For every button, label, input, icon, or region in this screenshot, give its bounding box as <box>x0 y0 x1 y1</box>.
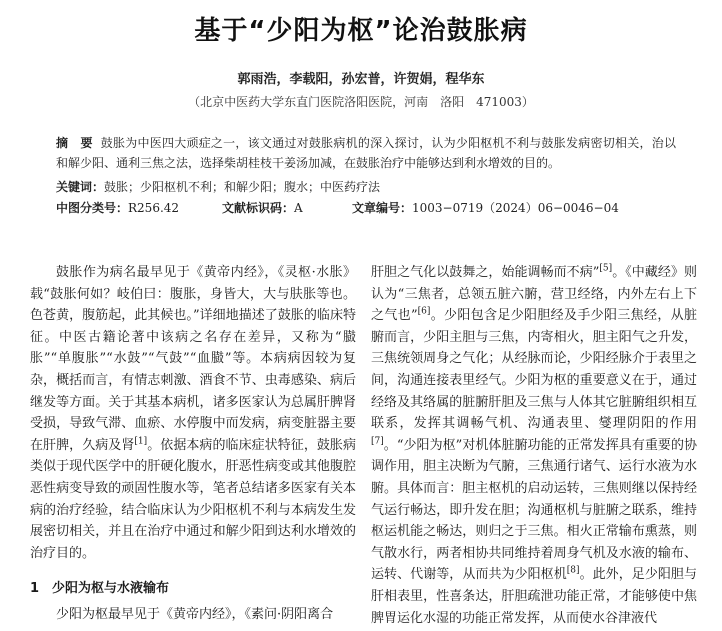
paper-title: 基于“少阳为枢”论治鼓胀病 <box>194 16 528 46</box>
document-code-value: A <box>294 201 303 215</box>
keywords-text: 鼓胀；少阳枢机不利；和解少阳；腹水；中医药疗法 <box>104 180 381 194</box>
section-heading: 1 少阳为枢与水液输布 <box>30 581 170 597</box>
abstract <box>56 133 676 173</box>
classification-number <box>56 198 179 218</box>
classification-label: 中图分类号： <box>56 201 129 215</box>
paragraph-text: 。“少阳为枢”对机体脏腑功能的正常发挥具有重要的协调作用，胆主决断为气腑，三焦通行诸气、运行水液为水腑。具体而言：胆主枢机的启动运转，三焦则继以保持经气运行畅达，即升发在胆；沟通枢机与脏腑之联系，维持枢运机能之畅达，则归之于三焦。相火正常输布熏蒸，则气散水行，两者相协共同维持着周身气机及水液的输布、运转、代谢等，从而共为少阳枢机 <box>371 437 697 583</box>
paragraph-text: 鼓胀作为病名最早见于《黄帝内经》，《灵枢·水胀》载“鼓胀何如？岐伯曰：腹胀，身皆大，大与肤胀等也。色苍黄，腹筋起，此其候也。”详细地描述了鼓胀的临床特征。中医古籍论著中该病之名存在差异，又称为“臌胀”“单腹胀”“水鼓”“气鼓”“血臌”等。本病病因较为复杂，概括而言，有情志刺激、酒食不节、虫毒感染、病后继发等方面。关于其基本病机，诸多医家认为总属肝脾肾受损，导致气滞、血瘀、水停腹中而发病，病变脏器主要在肝脾，久病及肾 <box>30 265 356 453</box>
body-column-left <box>30 262 356 626</box>
citation: [1] <box>134 436 148 447</box>
document-code <box>222 198 303 218</box>
paragraph <box>30 262 356 564</box>
paragraph: 少阳为枢最早见于《黄帝内经》，《素问·阴阳离合 <box>56 606 334 622</box>
paragraph-text: 。《中藏经》则认为“三焦者，总领五脏六腑，营卫经络，内外左右上下之气也” <box>371 265 697 324</box>
paragraph <box>371 262 697 629</box>
classification-value: R256.42 <box>128 201 180 215</box>
citation: [8] <box>566 565 580 576</box>
abstract-label: 摘 要 <box>56 136 93 150</box>
affiliation: （北京中医药大学东直门医院洛阳医院，河南 洛阳 471003） <box>188 95 534 109</box>
paragraph-text: 。此外，足少阳胆与肝相表里，性喜条达，肝胆疏泄功能正常，才能够使中焦脾胃运化水湿的功能正常发挥，从而使水谷津液代 <box>371 567 697 626</box>
keywords-label: 关键词： <box>56 180 105 194</box>
article-number-label: 文章编号： <box>352 201 413 215</box>
keywords <box>56 177 676 197</box>
citation: [7] <box>371 436 384 447</box>
article-number-value: 1003−0719（2024）06−0046−04 <box>412 201 619 215</box>
paragraph-text: 肝胆之气化以鼓舞之，始能调畅而不病” <box>371 265 600 280</box>
author-list: 郭雨浩，李载阳，孙宏普，许贺娟，程华东 <box>237 72 485 87</box>
paragraph-text: 。依据本病的临床症状特征，鼓胀病类似于现代医学中的肝硬化腹水，肝恶性病变或其他腹腔恶性病变导致的顽固性腹水等，笔者总结诸多医家有关本病的治疗经验，结合临床认为少阳枢机不利与本病发生发展密切相关，并且在治疗中通过和解少阳到达利水增效的治疗目的。 <box>30 437 356 561</box>
body-column-right <box>371 262 697 629</box>
paragraph-text: 。少阳包含足少阳胆经及手少阳三焦经，从脏腑而言，少阳主胆与三焦，内寄相火，胆主阳气之升发，三焦统领周身之气化；从经脉而论，少阳经脉介于表里之间，沟通连接表里经气。少阳为枢的重要意义在于，通过经络及其络属的脏腑肝胆及三焦与人体其它脏腑组织相互联系，发挥其调畅气机、沟通表里、燮理阴阳的作用 <box>371 308 697 432</box>
article-number <box>352 198 619 218</box>
abstract-text: 鼓胀为中医四大顽症之一，该文通过对鼓胀病机的深入探讨，认为少阳枢机不利与鼓胀发病密切相关，治以和解少阳、通利三焦之法，选择柴胡桂枝干姜汤加减，在鼓胀治疗中能够达到利水增效的目的。 <box>56 136 676 170</box>
citation: [5] <box>599 263 613 274</box>
citation: [6] <box>417 306 431 317</box>
document-code-label: 文献标识码： <box>222 201 295 215</box>
